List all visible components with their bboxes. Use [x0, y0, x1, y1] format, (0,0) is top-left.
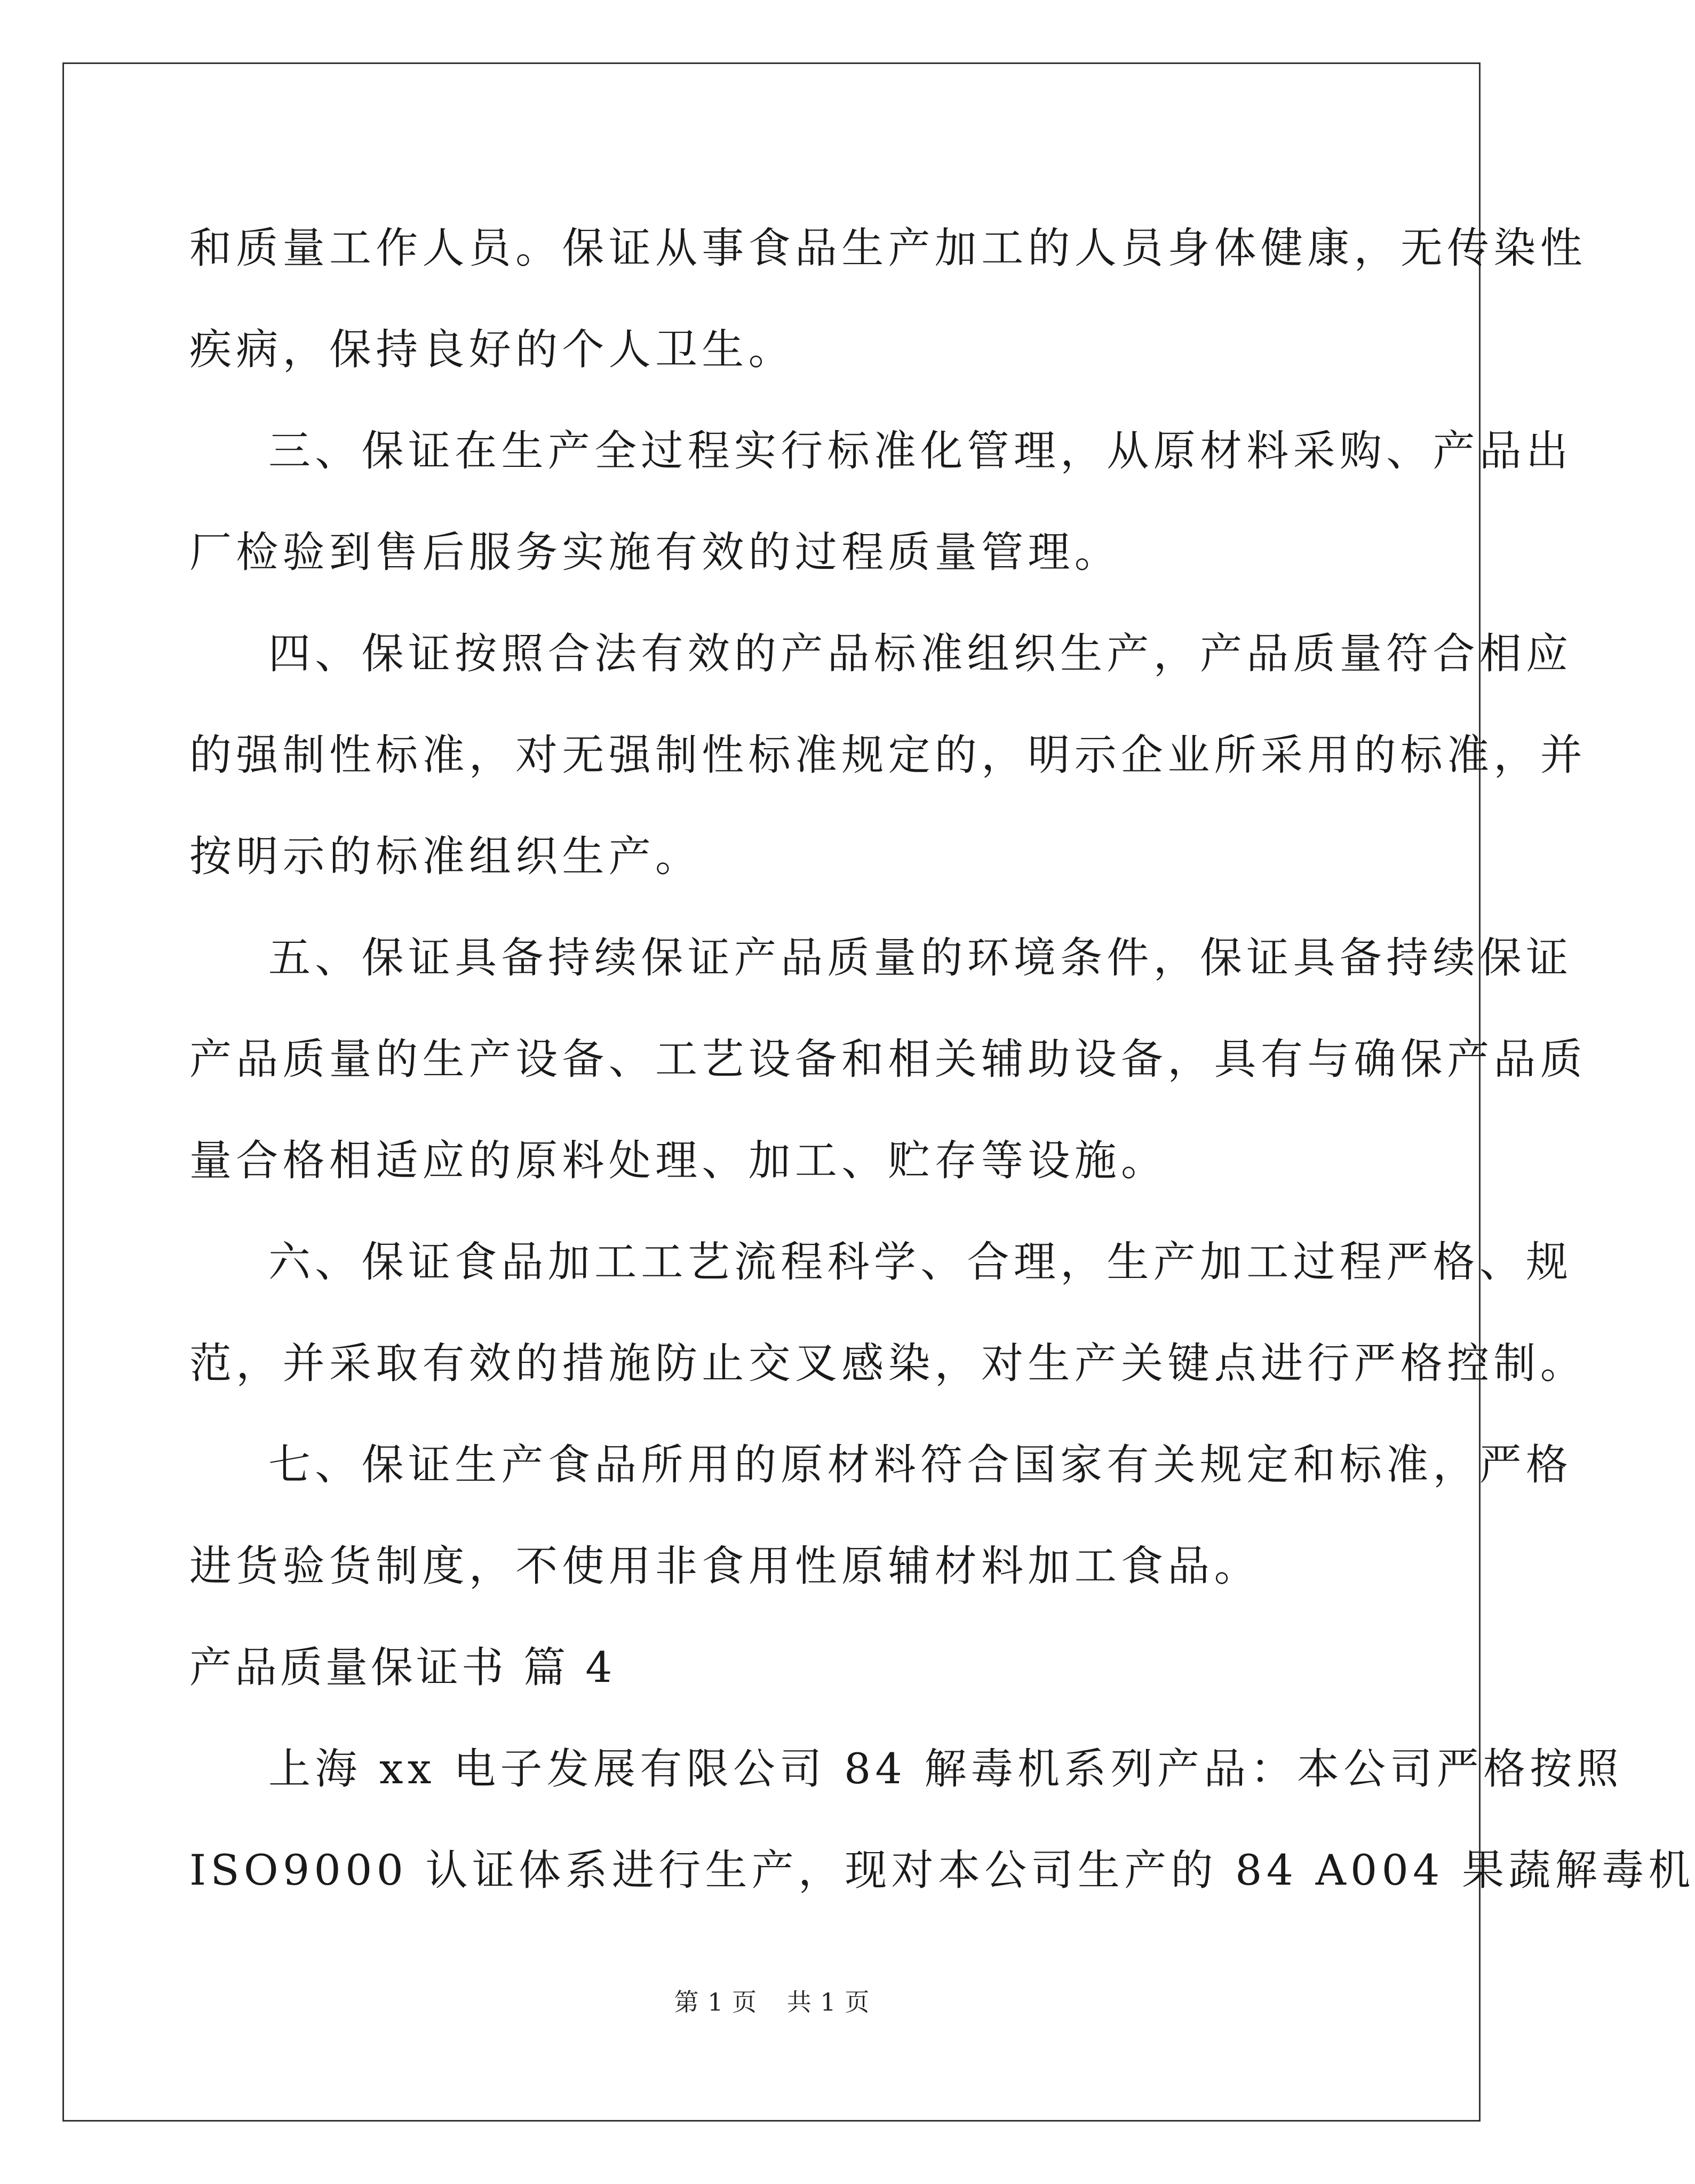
section-heading: 产品质量保证书 篇 4	[189, 1643, 616, 1692]
text-line: 厂检验到售后服务实施有效的过程质量管理。	[189, 528, 1121, 577]
text-line: 上海 xx 电子发展有限公司 84 解毒机系列产品：本公司严格按照	[268, 1744, 1623, 1793]
page-number: 第 1 页	[674, 1988, 758, 2016]
text-line: 疾病，保持良好的个人卫生。	[189, 325, 795, 374]
text-line: 产品质量的生产设备、工艺设备和相关辅助设备，具有与确保产品质	[189, 1035, 1587, 1084]
text-line: 的强制性标准，对无强制性标准规定的，明示企业所采用的标准，并	[189, 730, 1587, 780]
text-line: 按明示的标准组织生产。	[189, 832, 702, 881]
text-line: ISO9000 认证体系进行生产，现对本公司生产的 84 A004 果蔬解毒机	[189, 1846, 1695, 1895]
text-line: 和质量工作人员。保证从事食品生产加工的人员身体健康，无传染性	[189, 224, 1587, 273]
text-line: 四、保证按照合法有效的产品标准组织生产，产品质量符合相应	[268, 629, 1573, 678]
text-line: 五、保证具备持续保证产品质量的环境条件，保证具备持续保证	[268, 933, 1573, 982]
text-line: 三、保证在生产全过程实行标准化管理，从原材料采购、产品出	[268, 426, 1573, 475]
text-line: 七、保证生产食品所用的原材料符合国家有关规定和标准，严格	[268, 1440, 1573, 1489]
text-line: 六、保证食品加工工艺流程科学、合理，生产加工过程严格、规	[268, 1237, 1573, 1286]
page-total: 共 1 页	[786, 1988, 870, 2016]
text-line: 范，并采取有效的措施防止交叉感染，对生产关键点进行严格控制。	[189, 1339, 1587, 1388]
text-line: 进货验货制度，不使用非食用性原辅材料加工食品。	[189, 1542, 1261, 1591]
text-line: 量合格相适应的原料处理、加工、贮存等设施。	[189, 1136, 1168, 1185]
page-footer	[0, 1986, 1544, 2018]
document-body	[189, 197, 1695, 1921]
